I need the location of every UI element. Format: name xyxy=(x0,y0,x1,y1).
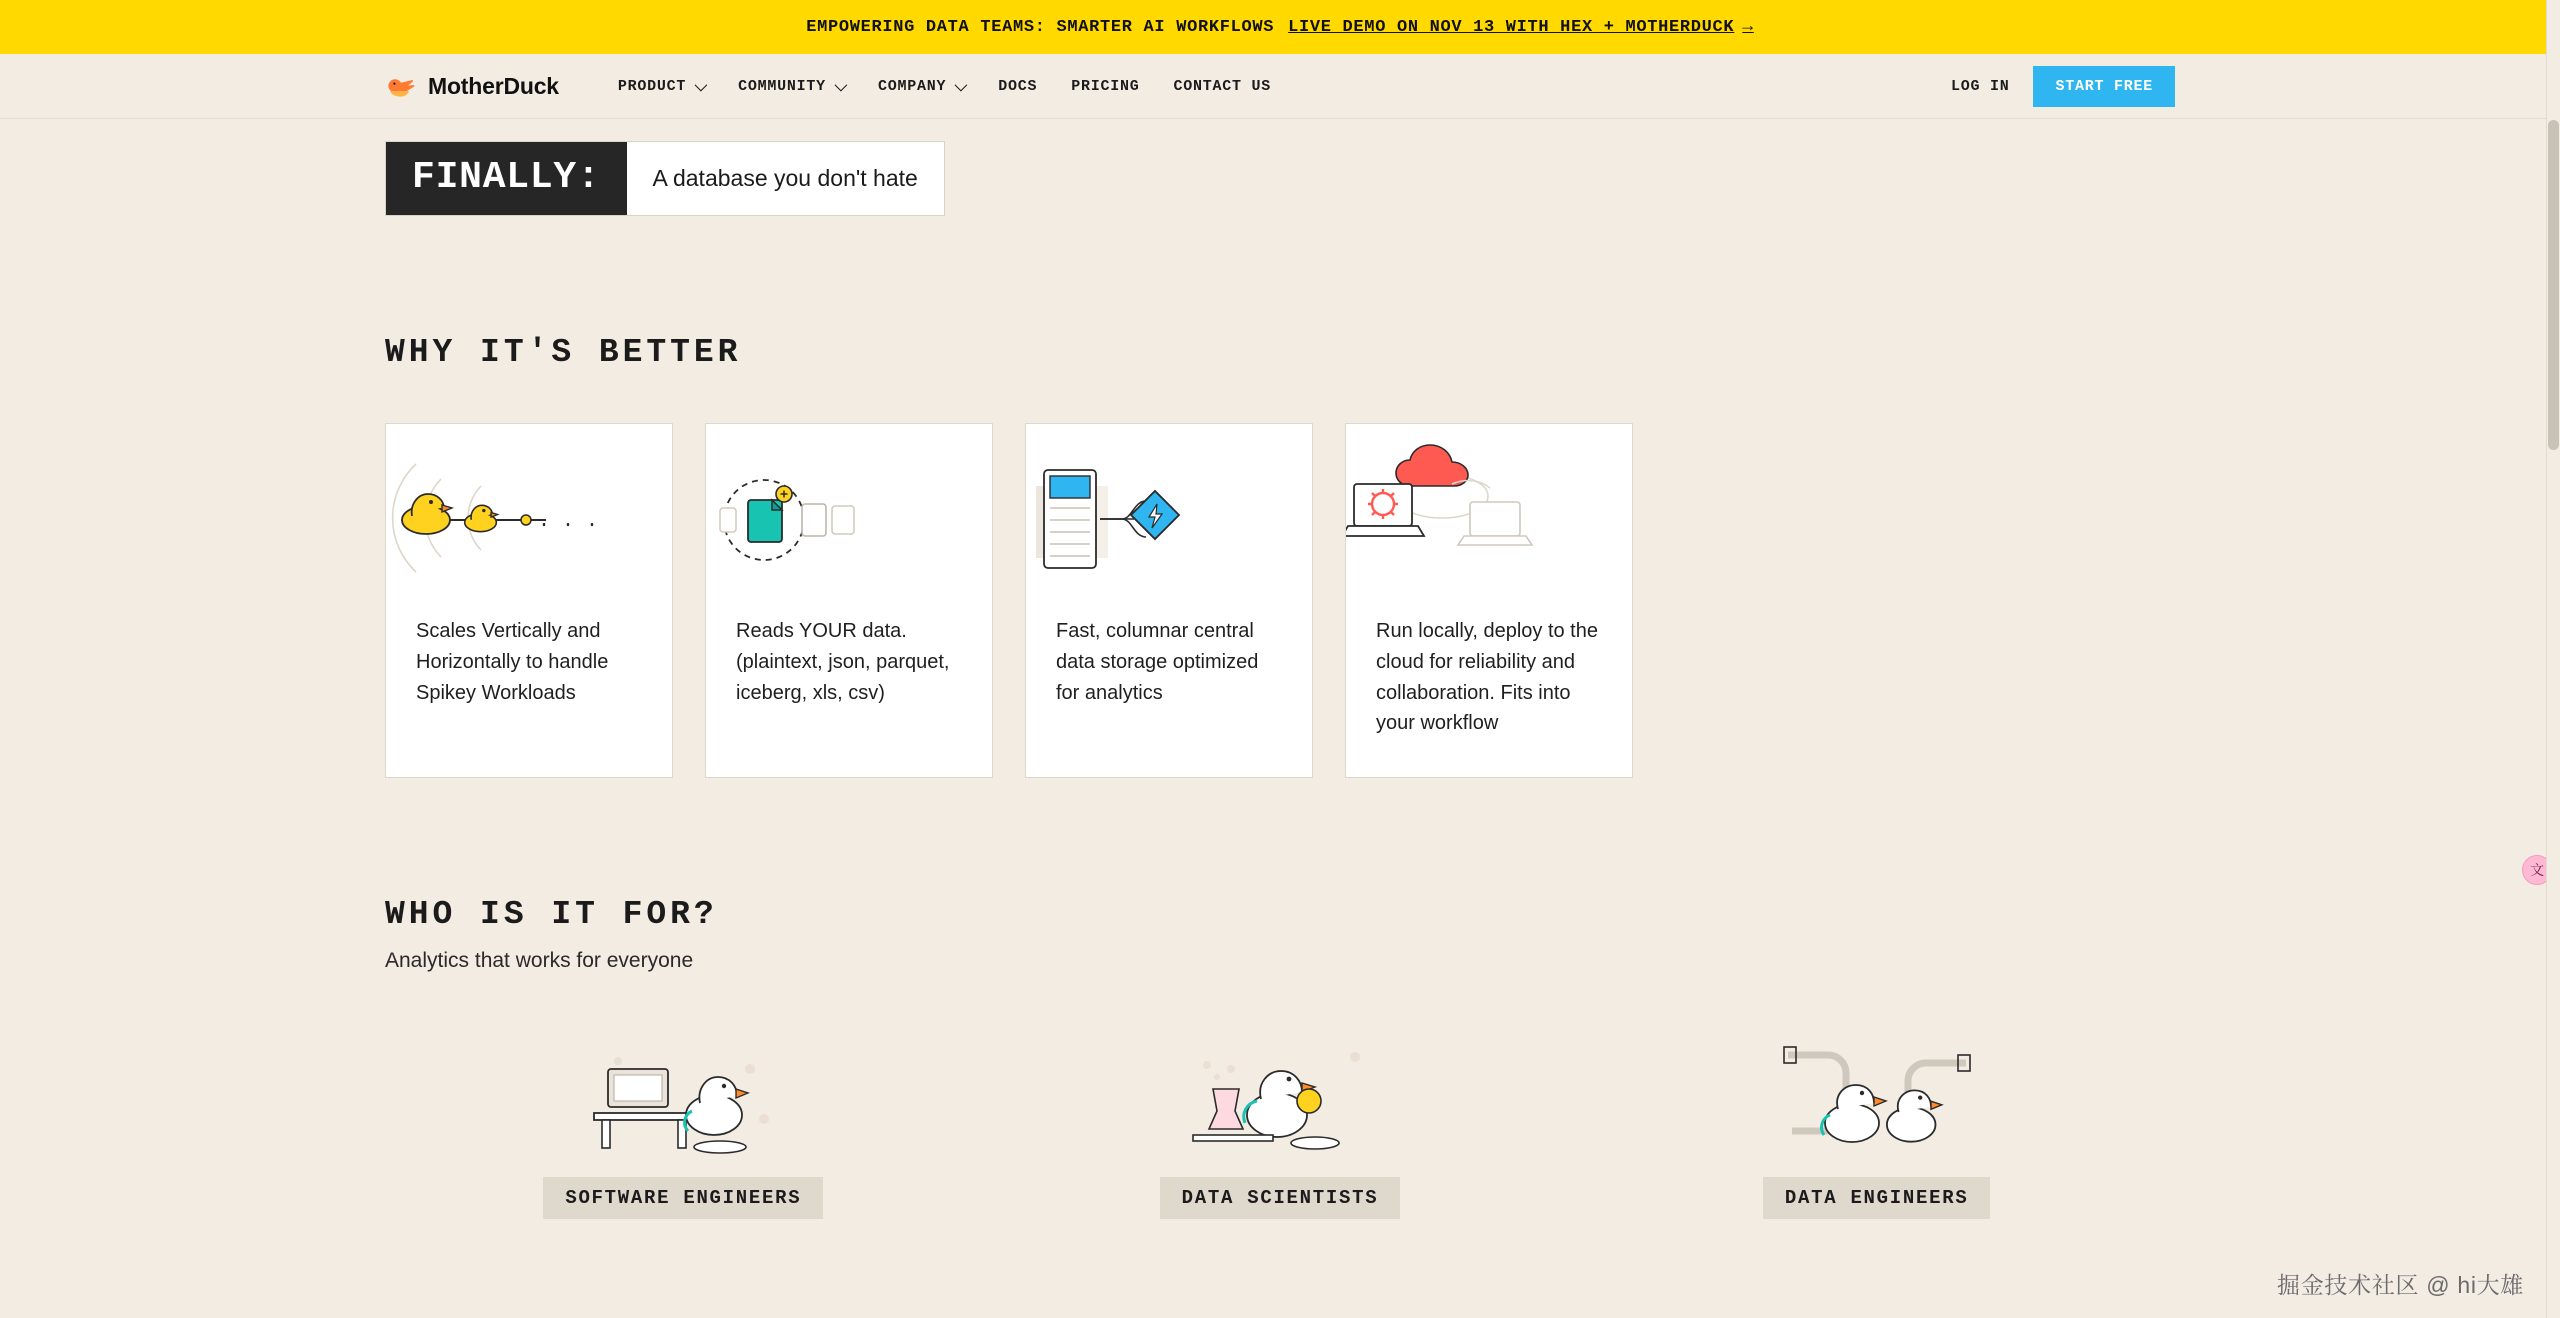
duck-at-desk-icon xyxy=(588,1035,778,1155)
why-section-cards xyxy=(385,423,2175,778)
feature-card[interactable] xyxy=(1025,423,1313,778)
audience-label: DATA SCIENTISTS xyxy=(1160,1177,1401,1219)
main-nav xyxy=(601,70,1288,103)
login-link[interactable]: LOG IN xyxy=(1950,77,2010,95)
announcement-link-label: LIVE DEMO ON NOV 13 WITH HEX + MOTHERDUCK xyxy=(1288,17,1735,37)
feature-card-text: Fast, columnar central data storage optimized for analytics xyxy=(1056,620,1259,704)
nav-item-contact-us[interactable] xyxy=(1156,70,1288,103)
local-and-cloud-icon xyxy=(1346,424,1632,612)
chevron-down-icon xyxy=(834,78,847,91)
watermark: 掘金技术社区 @ hi大雄 xyxy=(2277,1272,2524,1298)
header-actions xyxy=(1951,66,2175,107)
motherduck-duck-icon xyxy=(385,74,419,98)
nav-item-label: COMPANY xyxy=(877,77,947,95)
start-free-button[interactable]: START FREE xyxy=(2033,66,2175,107)
logo[interactable] xyxy=(385,73,559,100)
announcement-text: EMPOWERING DATA TEAMS: SMARTER AI WORKFLOWS xyxy=(806,17,1275,37)
audience-row xyxy=(385,1035,2175,1219)
page-content xyxy=(0,141,2560,1219)
ducks-scaling-icon xyxy=(386,424,672,612)
audience-item[interactable] xyxy=(385,1035,982,1219)
nav-item-community[interactable] xyxy=(721,70,861,103)
nav-item-company[interactable] xyxy=(861,70,981,103)
columnar-storage-icon xyxy=(1026,424,1312,612)
page-scrollbar[interactable] xyxy=(2546,0,2560,1318)
feature-card-text: Run locally, deploy to the cloud for reliability and collaboration. Fits into your workflow xyxy=(1376,620,1598,735)
nav-item-pricing[interactable] xyxy=(1054,70,1156,103)
announcement-link[interactable] xyxy=(1288,17,1754,37)
feature-card[interactable] xyxy=(1345,423,1633,778)
translate-icon: 文 xyxy=(2530,862,2544,878)
arrow-right-icon: → xyxy=(1742,17,1754,37)
audience-label: DATA ENGINEERS xyxy=(1763,1177,1991,1219)
chevron-down-icon xyxy=(955,78,968,91)
why-section-heading: WHY IT'S BETTER xyxy=(385,334,742,371)
audience-item[interactable] xyxy=(982,1035,1579,1219)
audience-label: SOFTWARE ENGINEERS xyxy=(543,1177,823,1219)
feature-card-text: Scales Vertically and Horizontally to handle Spikey Workloads xyxy=(416,620,609,704)
logo-text: MotherDuck xyxy=(428,72,559,99)
duck-scientist-icon xyxy=(1185,1035,1375,1155)
hero-banner-text: A database you don't hate xyxy=(652,165,918,191)
nav-item-docs[interactable] xyxy=(981,70,1054,103)
svg-text:. . .: . . . xyxy=(538,510,599,533)
file-formats-icon xyxy=(706,424,992,612)
chevron-down-icon xyxy=(695,78,708,91)
ducks-pipes-icon xyxy=(1782,1035,1972,1155)
announcement-bar xyxy=(0,0,2560,54)
who-section-heading: WHO IS IT FOR? xyxy=(385,896,718,933)
feature-card-text: Reads YOUR data. (plaintext, json, parquet, iceberg, xls, csv) xyxy=(736,620,950,704)
hero-banner xyxy=(385,141,945,216)
hero-banner-label: FINALLY: xyxy=(386,142,627,215)
feature-card[interactable] xyxy=(705,423,993,778)
nav-item-label: COMMUNITY xyxy=(738,77,826,95)
who-section-subheading: Analytics that works for everyone xyxy=(385,949,694,972)
nav-item-label: PRODUCT xyxy=(617,77,687,95)
audience-item[interactable] xyxy=(1578,1035,2175,1219)
nav-item-label: DOCS xyxy=(998,77,1038,95)
nav-item-label: PRICING xyxy=(1071,77,1140,95)
nav-item-label: CONTACT US xyxy=(1173,77,1271,95)
nav-item-product[interactable] xyxy=(601,70,721,103)
feature-card[interactable] xyxy=(385,423,673,778)
site-header xyxy=(0,54,2560,119)
scrollbar-thumb[interactable] xyxy=(2548,120,2559,450)
